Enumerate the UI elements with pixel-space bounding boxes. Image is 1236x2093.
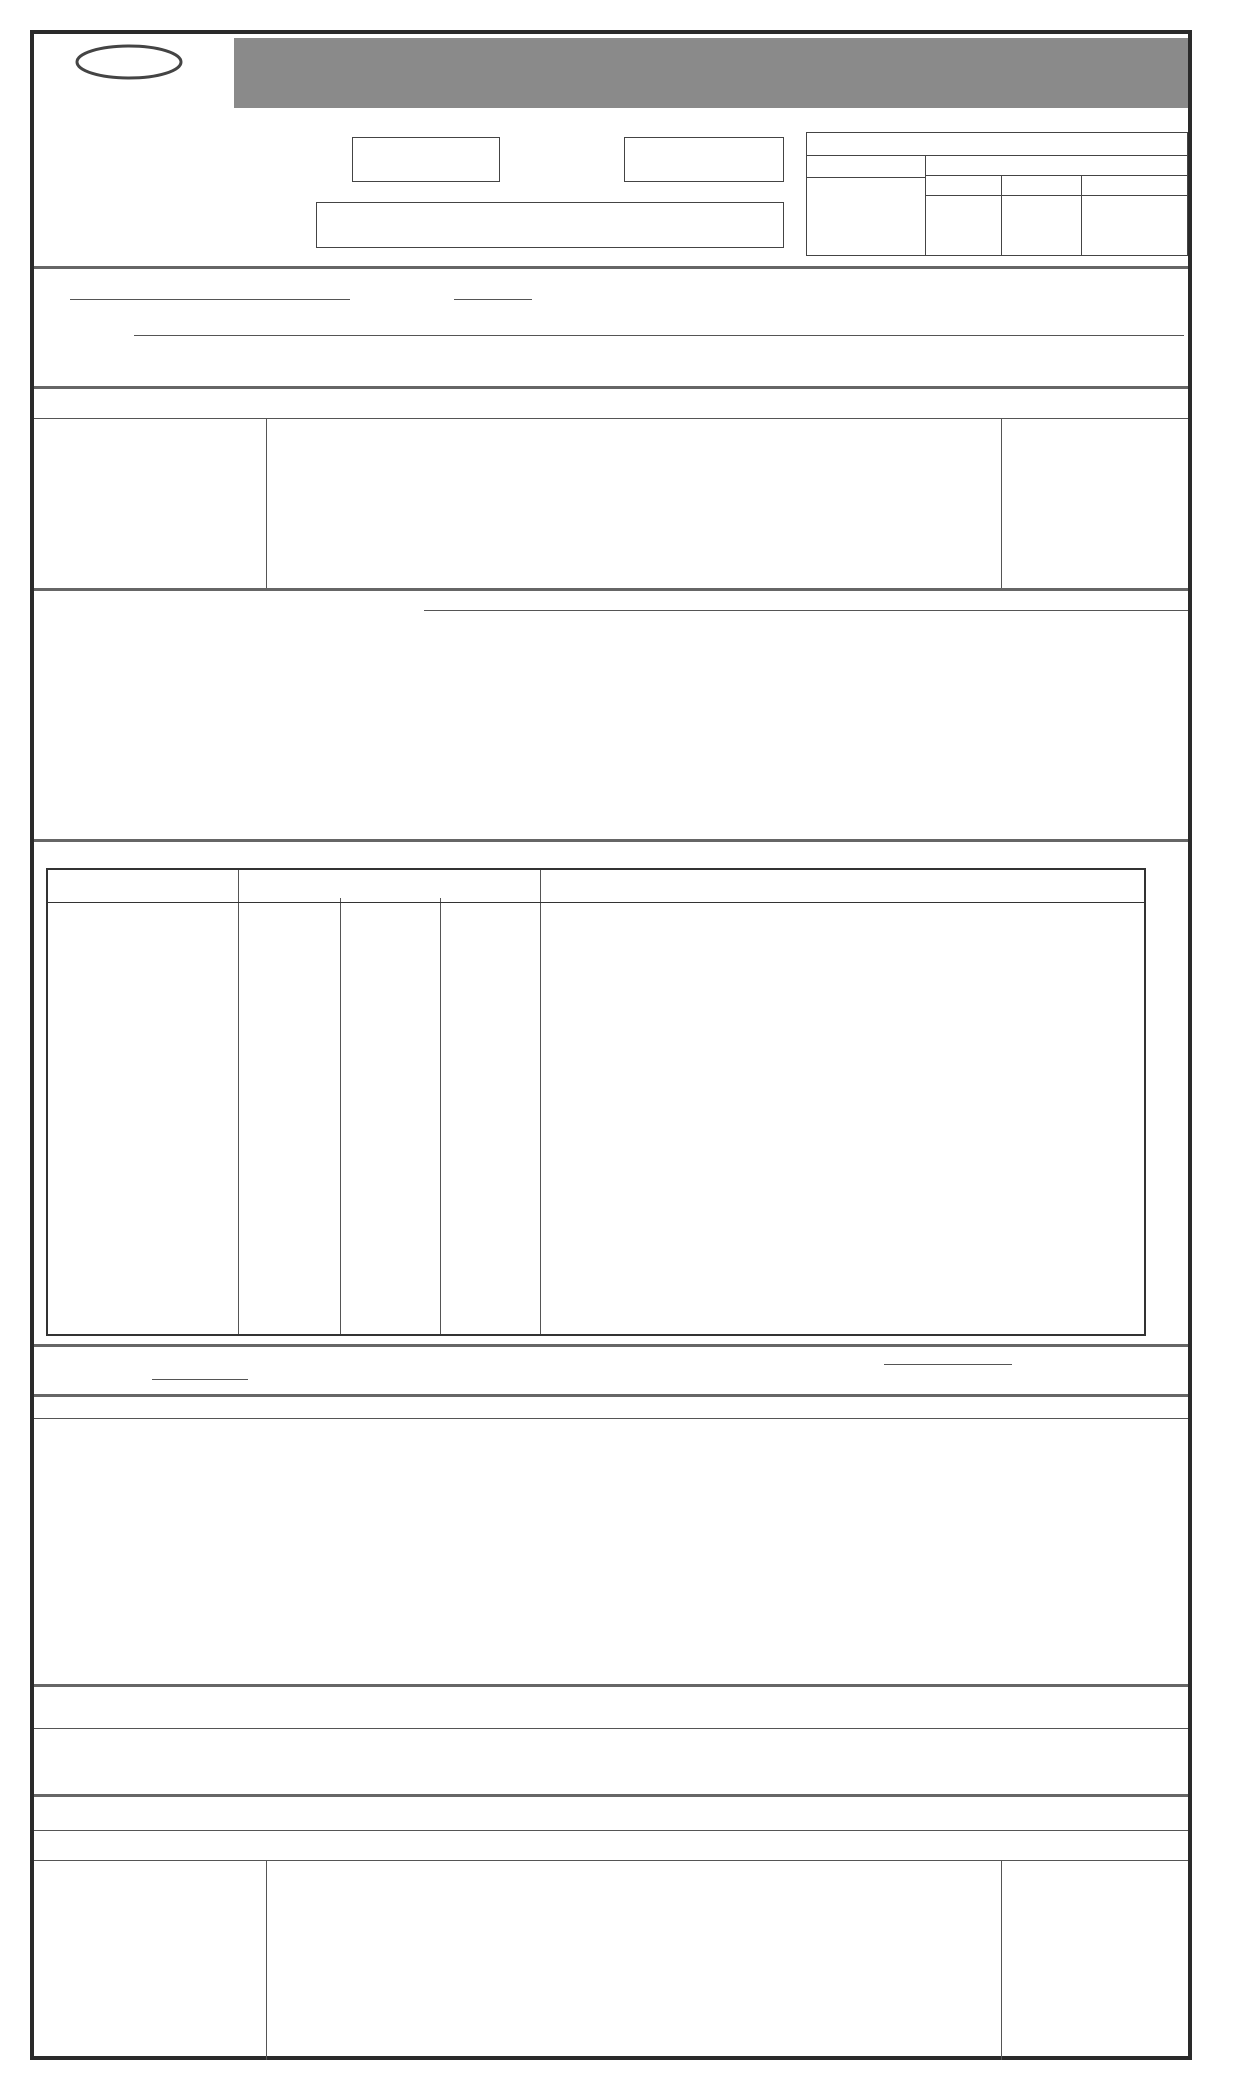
seccion-box bbox=[624, 137, 784, 182]
acta-document bbox=[30, 30, 1192, 2060]
distrito-box bbox=[352, 137, 500, 182]
municipio-box bbox=[316, 202, 784, 248]
iee-logo bbox=[74, 40, 184, 80]
votacion-table bbox=[46, 868, 1146, 1336]
title-banner bbox=[234, 38, 1188, 108]
casilla-table bbox=[806, 132, 1188, 256]
iee-logo-icon bbox=[74, 40, 184, 80]
